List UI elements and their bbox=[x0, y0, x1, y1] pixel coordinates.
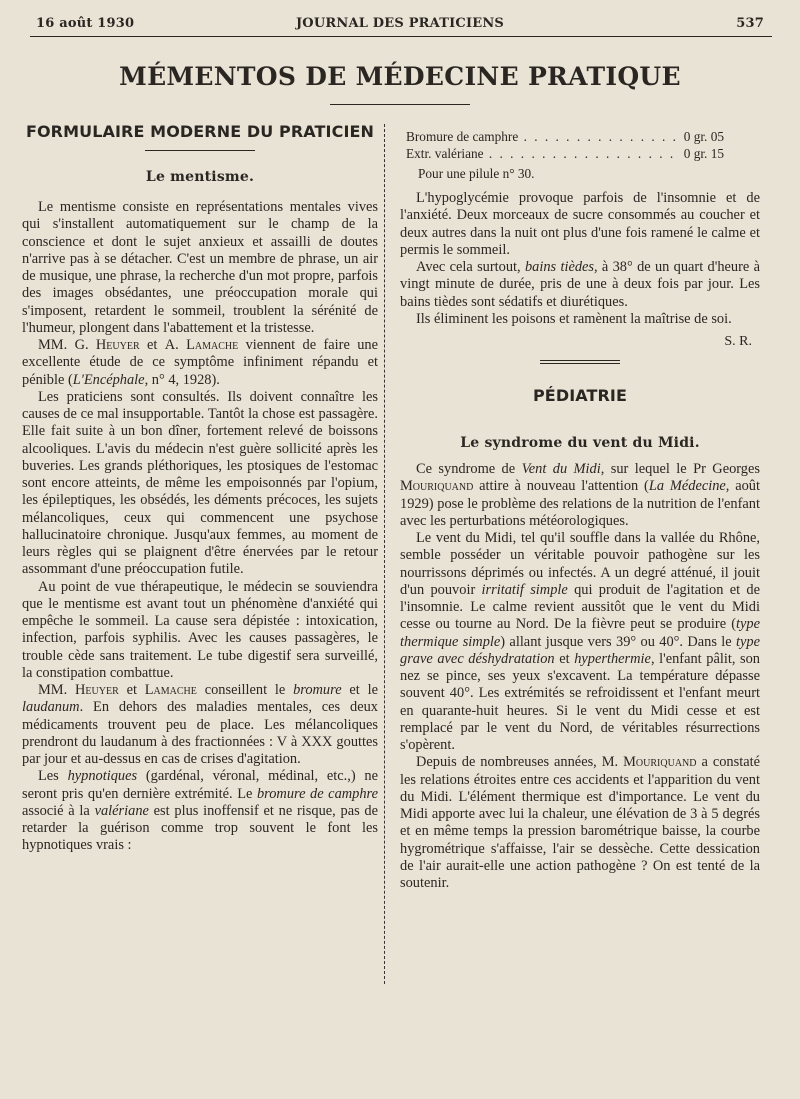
running-header bbox=[36, 16, 764, 38]
double-rule-divider bbox=[540, 360, 620, 364]
paragraph: MM. Heuyer et Lamache conseillent le bromure et le laudanum. En dehors des maladies mentales, ces deux médicaments trouvent peu de place. Les mélancoliques prendront du laudanum à des fractionnées : V à XXX gouttes par jour et au-dessus en cas de crises d'agitation. bbox=[22, 682, 378, 767]
paragraph: Les praticiens sont consultés. Ils doivent connaître les causes de ce mal insupportable. Tantôt la chose est passagère. Elle fait suite à un bon dîner, fortement relevé de boissons alcooliques. L'avis du médecin n'est guère sollicité après les buveries. Les grands pléthoriques, les ptosiques de l'estomac sont encore atteints, de même les empoisonnés par l'opium, les épileptiques, les obsédés, les déments précoces, les sujets mélancoliques, ceux qui commencent une psychose hallucinatoire chronique. Jusqu'aux femmes, au moment de leurs règles qui se plaignent d'être énervées par le retour assommant d'une préoccupation futile. bbox=[22, 388, 378, 578]
author-name: Mouriquand bbox=[400, 478, 474, 495]
author-name: Lamache bbox=[144, 682, 197, 698]
paragraph: Le vent du Midi, tel qu'il souffle dans la vallée du Rhône, semble posséder un véritable pouvoir pathogène sur les nourrissons déprimés ou infectés. A un degré atténué, il jouit d'un pouvoir irritatif simple qui produit de l'agitation et de l'insomnie. Le calme revient aussitôt que le vent du Midi cesse ou tourne au Nord. De la fièvre peut se produire (type thermique simple) allant jusque vers 39° ou 40°. Dans le type grave avec déshydratation et hyperthermie, l'enfant pâlit, son nez se pince, ses yeux s'excavent. La température dépasse souvent 40°. Les extrémités se refroidissent et l'enfant meurt en quarante-huit heures. Si le vent du Midi cesse et est remplacé par le vent du Nord, de véritables résurrections s'opèrent. bbox=[400, 530, 761, 753]
paragraph: Au point de vue thérapeutique, le médecin se souviendra que le mentisme est avant tout un phénomène d'anxiété qui empêche le sommeil. La cause sera dépistée : intoxication, infection, parfois syphilis. Avec les causes passagères, le trouble cède sans traitement. Le tube digestif sera surveillé, la constipation combattue. bbox=[22, 578, 378, 681]
header-page-number: 537 bbox=[736, 16, 764, 31]
paragraph: Le mentisme consiste en représentations mentales vives qui s'installent automatiquement sur le champ de la conscience et dont le sujet anxieux et assailli de doutes n'arrive pas à se détacher. C'est un membre de phrase, un air de musique, une phrase, la recherche d'un mot propre, parfois des images obsédantes, une préoccupation morale qui s'imposent, retardent le sommeil, troublent la sérénité de l'humeur, plongent dans l'abattement et la tristesse. bbox=[22, 199, 378, 336]
left-column bbox=[22, 122, 378, 855]
page-title: MÉMENTOS DE MÉDECINE PRATIQUE bbox=[119, 62, 681, 91]
section-heading-formulaire: FORMULAIRE MODERNE DU PRATICIEN bbox=[25, 122, 375, 141]
paragraph: Les hypnotiques (gardénal, véronal, médinal, etc.,) ne seront pris qu'en dernière extrémité. Le bromure de camphre associé à la valériane est plus inoffensif et ne risque, pas de retarder la guérison comme trop souvent le font les hypnotiques vrais : bbox=[22, 768, 379, 854]
journal-citation: La Médecine bbox=[648, 478, 726, 495]
paragraph: Ce syndrome de Vent du Midi, sur lequel le Pr Georges Mouriquand attire à nouveau l'attention (La Médecine, août 1929) pose le problème des relations de la nutrition de l'enfant avec les perturbations météorologiques. bbox=[400, 461, 760, 529]
signature: S. R. bbox=[724, 334, 752, 349]
author-name: Mouriquand bbox=[623, 754, 697, 771]
paragraph: Avec cela surtout, bains tièdes, à 38° de un quart d'heure à vingt minute de durée, pris de une à deux fois par jour. Les bains tièdes sont sédatifs et diurétiques. bbox=[400, 259, 760, 310]
section-heading-pediatrie: PÉDIATRIE bbox=[532, 386, 628, 405]
article-title-mentisme: Le mentisme. bbox=[145, 169, 255, 185]
right-column bbox=[400, 128, 760, 892]
paragraph: Ils éliminent les poisons et ramènent la maîtrise de soi. bbox=[416, 310, 732, 327]
journal-citation: L'Encéphale bbox=[72, 371, 145, 388]
author-name: G. Heuyer bbox=[74, 337, 140, 353]
header-date: 16 août 1930 bbox=[36, 16, 135, 31]
header-journal-name: JOURNAL DES PRATICIENS bbox=[295, 16, 505, 31]
author-name: A. Lamache bbox=[164, 337, 239, 353]
paragraph: MM. G. Heuyer et A. Lamache viennent de faire une excellente étude de ce symptôme infiniment répandu et pénible (L'Encéphale, n° 4, 1928). bbox=[22, 337, 378, 388]
author-name: Heuyer bbox=[75, 682, 119, 698]
article-title-vent-du-midi: Le syndrome du vent du Midi. bbox=[460, 435, 700, 451]
recipe-note: Pour une pilule n° 30. bbox=[418, 166, 535, 181]
recipe-line: Extr. valériane . . . 0 gr. 15 bbox=[400, 145, 760, 162]
title-rule bbox=[330, 104, 470, 105]
prescription-recipe bbox=[400, 128, 760, 182]
paragraph: Depuis de nombreuses années, M. Mouriquand a constaté les relations étroites entre ces accidents et l'apparition du vent du Midi. L'élément thermique est d'importance. Le vent du Midi apporte avec lui la chaleur, une élévation de 3 à 5 degrés et en même temps la pression barométrique baisse, la courbe hygrométrique s'affaisse, l'air se dessèche. Cette dessication de l'air aurait-elle une action pathogène ? On est tenté de la soutenir. bbox=[400, 754, 760, 891]
header-rule bbox=[30, 36, 772, 37]
section-rule bbox=[145, 150, 255, 151]
paragraph: L'hypoglycémie provoque parfois de l'insomnie et de l'anxiété. Deux morceaux de sucre consommés au coucher et deux autres dans la nuit ont plus d'une fois ramené le calme et permis le sommeil. bbox=[400, 190, 760, 258]
recipe-line: Bromure de camphre . . . 0 gr. 05 bbox=[400, 128, 760, 145]
column-divider bbox=[384, 124, 385, 984]
